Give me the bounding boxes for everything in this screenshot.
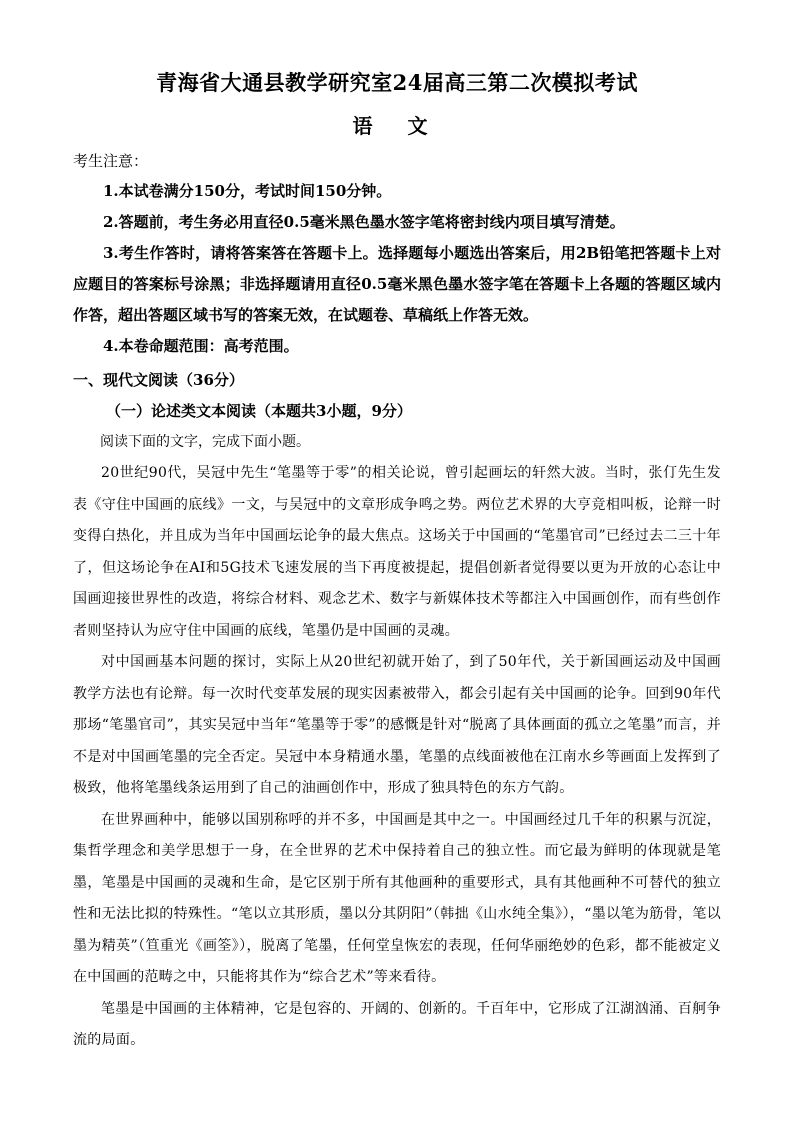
notice-item: 2.答题前，考生务必用直径0.5毫米黑色墨水签字笔将密封线内项目填写清楚。 bbox=[103, 213, 625, 231]
section-heading: 一、现代文阅读（36分） bbox=[73, 371, 244, 389]
notice-heading: 考生注意： bbox=[73, 152, 149, 170]
passage-paragraph: 20世纪90代，吴冠中先生“笔墨等于零”的相关论说，曾引起画坛的轩然大波。当时，张仃先生发表《守住中国画的底线》一文，与吴冠中的文章形成争鸣之势。两位艺术界的大亨竞相叫板，论辩一时变得白热化，并且成为当年中国画坛论争的最大焦点。这场关于中国画的“笔墨官司”已经过去二三十年了，但这场论争在AI和5G技术飞速发展的当下再度被提起，提倡创新者觉得要以更为开放的心态让中国画迎接世界性的改造，将综合材料、观念艺术、数字与新媒体技术等都注入中国画创作，而有些创作者则坚持认为应守住中国画的底线，笔墨仍是中国画的灵魂。 bbox=[73, 465, 721, 639]
subject-title: 语 文 bbox=[352, 114, 442, 138]
notice-list bbox=[73, 176, 721, 362]
exam-title: 青海省大通县教学研究室24届高三第二次模拟考试 bbox=[156, 70, 638, 95]
reading-passage bbox=[73, 458, 721, 1057]
passage-paragraph: 对中国画基本问题的探讨，实际上从20世纪初就开始了，到了50年代，关于新国画运动及中国画教学方法也有论辩。每一次时代变革发展的现实因素被带入，都会引起有关中国画的论争。回到90年代那场“笔墨官司”，其实吴冠中当年“笔墨等于零”的感慨是针对“脱离了具体画面的孤立之笔墨”而言，并不是对中国画笔墨的完全否定。吴冠中本身精通水墨，笔墨的点线面被他在江南水乡等画面上发挥到了极致，他将笔墨线条运用到了自己的油画创作中，形成了独具特色的东方气韵。 bbox=[73, 654, 721, 796]
notice-item: 1.本试卷满分150分，考试时间150分钟。 bbox=[103, 182, 392, 200]
notice-item: 4.本卷命题范围：高考范围。 bbox=[103, 337, 299, 355]
reading-instruction: 阅读下面的文字，完成下面小题。 bbox=[100, 434, 310, 450]
notice-item: 3.考生作答时，请将答案答在答题卡上。选择题每小题选出答案后，用2B铅笔把答题卡上对应题目的答案标号涂黑；非选择题请用直径0.5毫米黑色墨水签字笔在答题卡上各题的答题区域内作答，超出答题区域书写的答案无效，在试题卷、草稿纸上作答无效。 bbox=[73, 244, 721, 324]
passage-paragraph: 笔墨是中国画的主体精神，它是包容的、开阔的、创新的。千百年中，它形成了江湖汹涌、百舸争流的局面。 bbox=[73, 1000, 721, 1048]
subsection-heading: （一）论述类文本阅读（本题共3小题，9分） bbox=[106, 402, 412, 420]
passage-paragraph: 在世界画种中，能够以国别称呼的并不多，中国画是其中之一。中国画经过几千年的积累与沉淀，集哲学理念和美学思想于一身，在全世界的艺术中保持着自己的独立性。而它最为鲜明的体现就是笔墨，笔墨是中国画的灵魂和生命，是它区别于所有其他画种的重要形式，具有其他画种不可替代的独立性和无法比拟的特殊性。“笔以立其形质，墨以分其阴阳”（韩拙《山水纯全集》），“墨以笔为筋骨，笔以墨为精英”（笪重光《画筌》），脱离了笔墨，任何堂皇恢宏的表现，任何华丽绝妙的色彩，都不能被定义在中国画的范畴之中，只能将其作为“综合艺术”等来看待。 bbox=[73, 811, 721, 985]
